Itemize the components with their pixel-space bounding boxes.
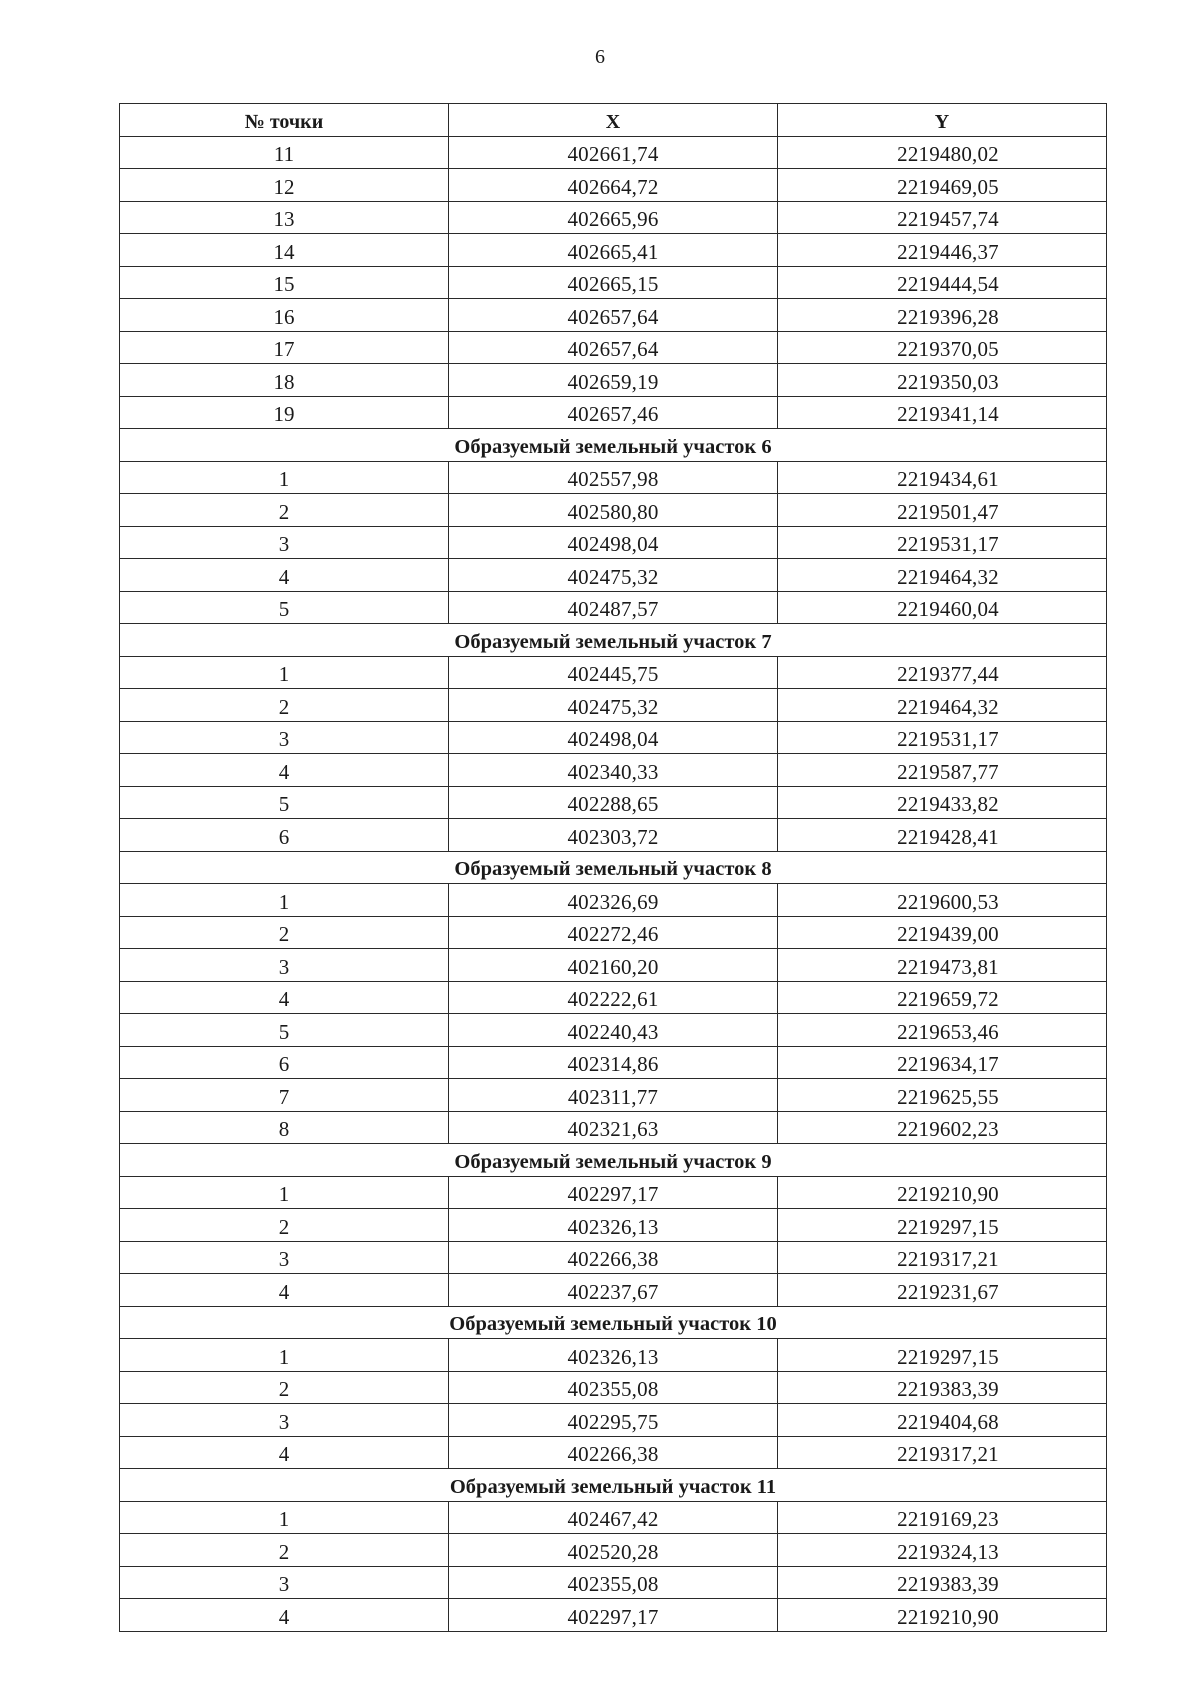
point-number-cell: 1 — [120, 461, 449, 494]
point-number-cell: 13 — [120, 201, 449, 234]
point-number-cell: 4 — [120, 754, 449, 787]
point-number-cell: 2 — [120, 1371, 449, 1404]
page-number: 6 — [595, 46, 605, 68]
table-row — [120, 786, 1107, 819]
x-coordinate-cell: 402557,98 — [449, 461, 778, 494]
table-row — [120, 1534, 1107, 1567]
y-coordinate-cell: 2219350,03 — [778, 364, 1107, 397]
table-row — [120, 1241, 1107, 1274]
table-row — [120, 299, 1107, 332]
point-number-cell: 5 — [120, 1014, 449, 1047]
table-row — [120, 1436, 1107, 1469]
x-coordinate-cell: 402240,43 — [449, 1014, 778, 1047]
y-coordinate-cell: 2219297,15 — [778, 1209, 1107, 1242]
point-number-cell: 17 — [120, 331, 449, 364]
x-coordinate-cell: 402475,32 — [449, 689, 778, 722]
y-coordinate-cell: 2219446,37 — [778, 234, 1107, 267]
point-number-cell: 6 — [120, 1046, 449, 1079]
table-row — [120, 266, 1107, 299]
y-coordinate-cell: 2219460,04 — [778, 591, 1107, 624]
section-title: Образуемый земельный участок 11 — [120, 1469, 1107, 1502]
table-row — [120, 494, 1107, 527]
point-number-cell: 4 — [120, 559, 449, 592]
x-coordinate-cell: 402665,15 — [449, 266, 778, 299]
y-coordinate-cell: 2219587,77 — [778, 754, 1107, 787]
point-number-cell: 2 — [120, 1534, 449, 1567]
section-row — [120, 1469, 1107, 1502]
section-row — [120, 1306, 1107, 1339]
y-coordinate-cell: 2219370,05 — [778, 331, 1107, 364]
y-coordinate-cell: 2219341,14 — [778, 396, 1107, 429]
table-body — [120, 136, 1107, 1631]
table-row — [120, 201, 1107, 234]
y-coordinate-cell: 2219625,55 — [778, 1079, 1107, 1112]
table-row — [120, 1209, 1107, 1242]
x-coordinate-cell: 402661,74 — [449, 136, 778, 169]
point-number-cell: 8 — [120, 1111, 449, 1144]
point-number-cell: 2 — [120, 494, 449, 527]
y-coordinate-cell: 2219324,13 — [778, 1534, 1107, 1567]
point-number-cell: 1 — [120, 1176, 449, 1209]
table-row — [120, 234, 1107, 267]
x-coordinate-cell: 402657,64 — [449, 331, 778, 364]
point-number-cell: 14 — [120, 234, 449, 267]
point-number-cell: 2 — [120, 1209, 449, 1242]
section-title: Образуемый земельный участок 6 — [120, 429, 1107, 462]
table-row — [120, 136, 1107, 169]
point-number-cell: 18 — [120, 364, 449, 397]
y-coordinate-cell: 2219602,23 — [778, 1111, 1107, 1144]
header-x: X — [449, 104, 778, 137]
x-coordinate-cell: 402321,63 — [449, 1111, 778, 1144]
table-row — [120, 1274, 1107, 1307]
point-number-cell: 3 — [120, 721, 449, 754]
point-number-cell: 3 — [120, 526, 449, 559]
table-row — [120, 461, 1107, 494]
x-coordinate-cell: 402297,17 — [449, 1599, 778, 1632]
table-row — [120, 526, 1107, 559]
y-coordinate-cell: 2219231,67 — [778, 1274, 1107, 1307]
table-header — [120, 104, 1107, 137]
y-coordinate-cell: 2219634,17 — [778, 1046, 1107, 1079]
y-coordinate-cell: 2219210,90 — [778, 1599, 1107, 1632]
y-coordinate-cell: 2219434,61 — [778, 461, 1107, 494]
table-row — [120, 1501, 1107, 1534]
x-coordinate-cell: 402520,28 — [449, 1534, 778, 1567]
table-row — [120, 559, 1107, 592]
x-coordinate-cell: 402266,38 — [449, 1241, 778, 1274]
header-row — [120, 104, 1107, 137]
table-row — [120, 364, 1107, 397]
y-coordinate-cell: 2219404,68 — [778, 1404, 1107, 1437]
x-coordinate-cell: 402295,75 — [449, 1404, 778, 1437]
header-y: Y — [778, 104, 1107, 137]
table-row — [120, 949, 1107, 982]
table-row — [120, 916, 1107, 949]
y-coordinate-cell: 2219659,72 — [778, 981, 1107, 1014]
point-number-cell: 1 — [120, 1339, 449, 1372]
point-number-cell: 15 — [120, 266, 449, 299]
point-number-cell: 7 — [120, 1079, 449, 1112]
point-number-cell: 3 — [120, 1566, 449, 1599]
table-row — [120, 591, 1107, 624]
coordinates-table — [119, 103, 1107, 1632]
point-number-cell: 3 — [120, 1241, 449, 1274]
x-coordinate-cell: 402314,86 — [449, 1046, 778, 1079]
point-number-cell: 3 — [120, 949, 449, 982]
y-coordinate-cell: 2219377,44 — [778, 656, 1107, 689]
point-number-cell: 12 — [120, 169, 449, 202]
y-coordinate-cell: 2219469,05 — [778, 169, 1107, 202]
x-coordinate-cell: 402272,46 — [449, 916, 778, 949]
x-coordinate-cell: 402311,77 — [449, 1079, 778, 1112]
point-number-cell: 2 — [120, 916, 449, 949]
x-coordinate-cell: 402303,72 — [449, 819, 778, 852]
x-coordinate-cell: 402664,72 — [449, 169, 778, 202]
point-number-cell: 4 — [120, 981, 449, 1014]
y-coordinate-cell: 2219464,32 — [778, 559, 1107, 592]
point-number-cell: 1 — [120, 1501, 449, 1534]
point-number-cell: 3 — [120, 1404, 449, 1437]
point-number-cell: 4 — [120, 1274, 449, 1307]
table-row — [120, 656, 1107, 689]
point-number-cell: 11 — [120, 136, 449, 169]
point-number-cell: 2 — [120, 689, 449, 722]
y-coordinate-cell: 2219464,32 — [778, 689, 1107, 722]
y-coordinate-cell: 2219480,02 — [778, 136, 1107, 169]
x-coordinate-cell: 402467,42 — [449, 1501, 778, 1534]
point-number-cell: 5 — [120, 786, 449, 819]
x-coordinate-cell: 402445,75 — [449, 656, 778, 689]
y-coordinate-cell: 2219653,46 — [778, 1014, 1107, 1047]
table-row — [120, 1014, 1107, 1047]
table-row — [120, 1079, 1107, 1112]
header-point-number: № точки — [120, 104, 449, 137]
x-coordinate-cell: 402355,08 — [449, 1566, 778, 1599]
x-coordinate-cell: 402475,32 — [449, 559, 778, 592]
y-coordinate-cell: 2219169,23 — [778, 1501, 1107, 1534]
x-coordinate-cell: 402160,20 — [449, 949, 778, 982]
y-coordinate-cell: 2219297,15 — [778, 1339, 1107, 1372]
y-coordinate-cell: 2219439,00 — [778, 916, 1107, 949]
section-row — [120, 429, 1107, 462]
x-coordinate-cell: 402665,41 — [449, 234, 778, 267]
x-coordinate-cell: 402487,57 — [449, 591, 778, 624]
x-coordinate-cell: 402657,46 — [449, 396, 778, 429]
y-coordinate-cell: 2219501,47 — [778, 494, 1107, 527]
x-coordinate-cell: 402326,13 — [449, 1209, 778, 1242]
point-number-cell: 16 — [120, 299, 449, 332]
table-row — [120, 1339, 1107, 1372]
y-coordinate-cell: 2219210,90 — [778, 1176, 1107, 1209]
table-row — [120, 721, 1107, 754]
x-coordinate-cell: 402498,04 — [449, 526, 778, 559]
point-number-cell: 19 — [120, 396, 449, 429]
section-title: Образуемый земельный участок 7 — [120, 624, 1107, 657]
x-coordinate-cell: 402659,19 — [449, 364, 778, 397]
y-coordinate-cell: 2219317,21 — [778, 1436, 1107, 1469]
y-coordinate-cell: 2219473,81 — [778, 949, 1107, 982]
table-row — [120, 1371, 1107, 1404]
point-number-cell: 6 — [120, 819, 449, 852]
table-row — [120, 331, 1107, 364]
y-coordinate-cell: 2219428,41 — [778, 819, 1107, 852]
x-coordinate-cell: 402580,80 — [449, 494, 778, 527]
x-coordinate-cell: 402297,17 — [449, 1176, 778, 1209]
section-title: Образуемый земельный участок 9 — [120, 1144, 1107, 1177]
y-coordinate-cell: 2219444,54 — [778, 266, 1107, 299]
y-coordinate-cell: 2219317,21 — [778, 1241, 1107, 1274]
table-row — [120, 981, 1107, 1014]
y-coordinate-cell: 2219433,82 — [778, 786, 1107, 819]
table-row — [120, 1599, 1107, 1632]
point-number-cell: 1 — [120, 884, 449, 917]
x-coordinate-cell: 402237,67 — [449, 1274, 778, 1307]
table-row — [120, 169, 1107, 202]
x-coordinate-cell: 402340,33 — [449, 754, 778, 787]
y-coordinate-cell: 2219457,74 — [778, 201, 1107, 234]
point-number-cell: 4 — [120, 1599, 449, 1632]
y-coordinate-cell: 2219531,17 — [778, 721, 1107, 754]
section-title: Образуемый земельный участок 8 — [120, 851, 1107, 884]
y-coordinate-cell: 2219383,39 — [778, 1371, 1107, 1404]
table-row — [120, 396, 1107, 429]
y-coordinate-cell: 2219531,17 — [778, 526, 1107, 559]
table-row — [120, 1404, 1107, 1437]
table-row — [120, 1566, 1107, 1599]
x-coordinate-cell: 402355,08 — [449, 1371, 778, 1404]
table-row — [120, 884, 1107, 917]
x-coordinate-cell: 402266,38 — [449, 1436, 778, 1469]
x-coordinate-cell: 402326,13 — [449, 1339, 778, 1372]
point-number-cell: 1 — [120, 656, 449, 689]
table-row — [120, 819, 1107, 852]
y-coordinate-cell: 2219396,28 — [778, 299, 1107, 332]
y-coordinate-cell: 2219600,53 — [778, 884, 1107, 917]
table-row — [120, 689, 1107, 722]
x-coordinate-cell: 402288,65 — [449, 786, 778, 819]
x-coordinate-cell: 402657,64 — [449, 299, 778, 332]
section-row — [120, 851, 1107, 884]
table-row — [120, 1111, 1107, 1144]
x-coordinate-cell: 402665,96 — [449, 201, 778, 234]
table-row — [120, 754, 1107, 787]
x-coordinate-cell: 402222,61 — [449, 981, 778, 1014]
y-coordinate-cell: 2219383,39 — [778, 1566, 1107, 1599]
section-row — [120, 624, 1107, 657]
x-coordinate-cell: 402326,69 — [449, 884, 778, 917]
point-number-cell: 5 — [120, 591, 449, 624]
section-row — [120, 1144, 1107, 1177]
x-coordinate-cell: 402498,04 — [449, 721, 778, 754]
table-row — [120, 1176, 1107, 1209]
section-title: Образуемый земельный участок 10 — [120, 1306, 1107, 1339]
table-row — [120, 1046, 1107, 1079]
point-number-cell: 4 — [120, 1436, 449, 1469]
